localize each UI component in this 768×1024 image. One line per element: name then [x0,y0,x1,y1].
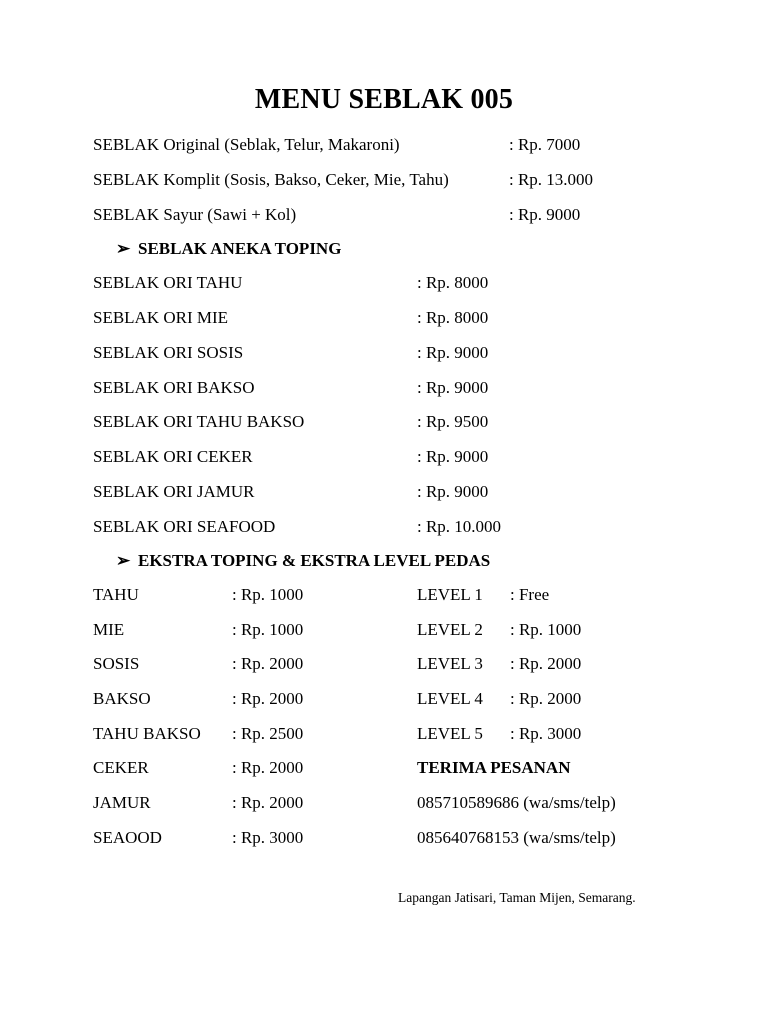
level-price: : Rp. 2000 [510,654,582,673]
level-name: LEVEL 4 [417,689,483,708]
level-name: LEVEL 2 [417,620,483,639]
ekstra-topping-price: : Rp. 1000 [232,585,304,604]
aneka-item-name: SEBLAK ORI MIE [93,308,229,327]
section-aneka-label: SEBLAK ANEKA TOPING [138,239,342,258]
ekstra-topping-price: : Rp. 2500 [232,724,304,743]
arrow-bullet-icon: ➢ [116,551,131,570]
aneka-item-price: : Rp. 9000 [417,482,489,501]
order-phone-1: 085710589686 (wa/sms/telp) [417,793,616,812]
level-name: LEVEL 5 [417,724,483,743]
ekstra-topping-price: : Rp. 2000 [232,793,304,812]
ekstra-topping-name: TAHU BAKSO [93,724,201,743]
ekstra-topping-name: BAKSO [93,689,151,708]
order-heading: TERIMA PESANAN [417,758,571,777]
aneka-item-name: SEBLAK ORI TAHU BAKSO [93,412,305,431]
aneka-item-price: : Rp. 9000 [417,447,489,466]
ekstra-topping-name: SEAOOD [93,828,162,847]
aneka-item-price: : Rp. 8000 [417,308,489,327]
main-menu-price-2: : Rp. 13.000 [509,170,594,189]
aneka-item-price: : Rp. 10.000 [417,517,502,536]
level-price: : Rp. 1000 [510,620,582,639]
ekstra-topping-price: : Rp. 2000 [232,654,304,673]
main-menu-price-1: : Rp. 7000 [509,135,581,154]
aneka-item-price: : Rp. 8000 [417,273,489,292]
ekstra-topping-name: JAMUR [93,793,151,812]
ekstra-topping-price: : Rp. 3000 [232,828,304,847]
main-menu-name-2: SEBLAK Komplit (Sosis, Bakso, Ceker, Mie, Tahu) [93,170,449,189]
ekstra-topping-price: : Rp. 2000 [232,689,304,708]
aneka-item-price: : Rp. 9000 [417,378,489,397]
ekstra-topping-price: : Rp. 2000 [232,758,304,777]
aneka-item-name: SEBLAK ORI CEKER [93,447,253,466]
main-menu-price-3: : Rp. 9000 [509,205,581,224]
main-menu-name-1: SEBLAK Original (Seblak, Telur, Makaroni) [93,135,400,154]
ekstra-topping-price: : Rp. 1000 [232,620,304,639]
aneka-item-price: : Rp. 9000 [417,343,489,362]
level-price: : Free [510,585,550,604]
aneka-item-name: SEBLAK ORI SEAFOOD [93,517,276,536]
level-price: : Rp. 3000 [510,724,582,743]
aneka-item-name: SEBLAK ORI TAHU [93,273,243,292]
main-menu-name-3: SEBLAK Sayur (Sawi + Kol) [93,205,297,224]
level-name: LEVEL 3 [417,654,483,673]
ekstra-topping-name: MIE [93,620,125,639]
ekstra-topping-name: SOSIS [93,654,140,673]
aneka-item-price: : Rp. 9500 [417,412,489,431]
aneka-item-name: SEBLAK ORI JAMUR [93,482,255,501]
address: Lapangan Jatisari, Taman Mijen, Semarang. [398,890,636,905]
arrow-bullet-icon: ➢ [116,239,131,258]
level-name: LEVEL 1 [417,585,483,604]
aneka-item-name: SEBLAK ORI SOSIS [93,343,244,362]
level-price: : Rp. 2000 [510,689,582,708]
order-phone-2: 085640768153 (wa/sms/telp) [417,828,616,847]
section-ekstra [116,551,490,571]
ekstra-topping-name: TAHU [93,585,139,604]
menu-title: MENU SEBLAK 005 [254,84,514,115]
section-ekstra-label: EKSTRA TOPING & EKSTRA LEVEL PEDAS [138,551,491,570]
ekstra-topping-name: CEKER [93,758,149,777]
aneka-item-name: SEBLAK ORI BAKSO [93,378,255,397]
section-aneka-toping [116,239,341,259]
